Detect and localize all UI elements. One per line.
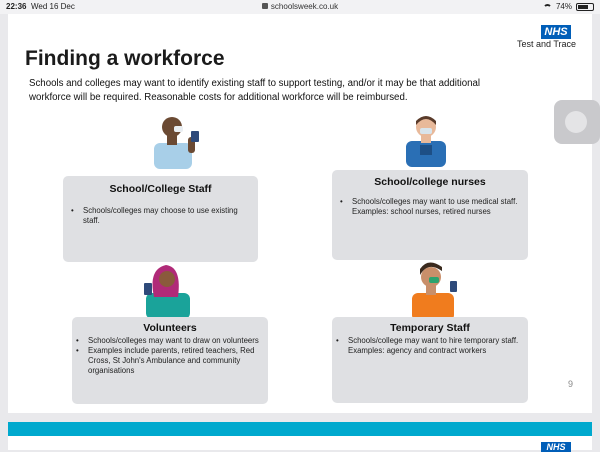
person-volunteer-icon: [138, 259, 198, 319]
list-item: • Schools/colleges may choose to use existing staff.: [69, 206, 253, 226]
card-school-nurses: [332, 170, 528, 260]
card-volunteers: [72, 317, 268, 404]
url-text: schoolsweek.co.uk: [270, 2, 339, 11]
person-nurse-icon: [398, 111, 454, 167]
card-school-staff: [63, 176, 258, 262]
nhs-logo: NHS: [541, 25, 571, 39]
status-time: 22:36: [6, 2, 27, 11]
list-item: • Schools/college may want to hire temporary staff. Examples: agency and contract workers: [334, 336, 524, 356]
person-temporary-icon: [406, 259, 466, 321]
lock-icon: [262, 3, 268, 9]
logo-subtitle: Test and Trace: [516, 39, 576, 49]
card-bullets: [334, 336, 524, 356]
next-slide: [8, 422, 592, 450]
slide: [8, 14, 592, 413]
next-slide-header-bar: [8, 422, 592, 436]
wifi-icon: [543, 4, 552, 10]
card-temporary-staff: [332, 317, 528, 403]
list-item: • Schools/colleges may want to use medical staff. Examples: school nurses, retired nurses: [338, 197, 524, 217]
card-bullets: [69, 206, 253, 226]
card-title: School/College Staff: [109, 183, 212, 195]
card-title: School/college nurses: [374, 176, 486, 188]
page-number: 9: [568, 379, 574, 389]
battery-icon: [576, 3, 594, 11]
card-title: Temporary Staff: [390, 322, 470, 334]
list-item: • Examples include parents, retired teachers, Red Cross, St John's Ambulance and community organisations: [74, 346, 264, 376]
assistive-touch-button[interactable]: [554, 100, 600, 144]
person-staff-icon: [148, 109, 208, 169]
status-indicators: [543, 2, 594, 11]
list-item: • Schools/colleges may want to draw on volunteers: [74, 336, 264, 346]
address-bar[interactable]: [0, 2, 600, 11]
intro-text: Schools and colleges may want to identify existing staff to support testing, and/or it may be that additional workforce will be required. Reasonable costs for additional workforce will be reimbursed.: [29, 78, 481, 103]
status-date: Wed 16 Dec: [31, 2, 75, 11]
card-bullets: [74, 336, 264, 376]
assistive-touch-knob: [565, 111, 587, 133]
page-title: Finding a workforce: [25, 47, 225, 70]
nhs-logo: NHS: [541, 442, 571, 452]
card-title: Volunteers: [143, 322, 197, 334]
battery-percent: 74%: [555, 2, 572, 11]
card-bullets: [338, 197, 524, 217]
status-bar: [0, 0, 600, 14]
battery-fill: [578, 5, 588, 9]
